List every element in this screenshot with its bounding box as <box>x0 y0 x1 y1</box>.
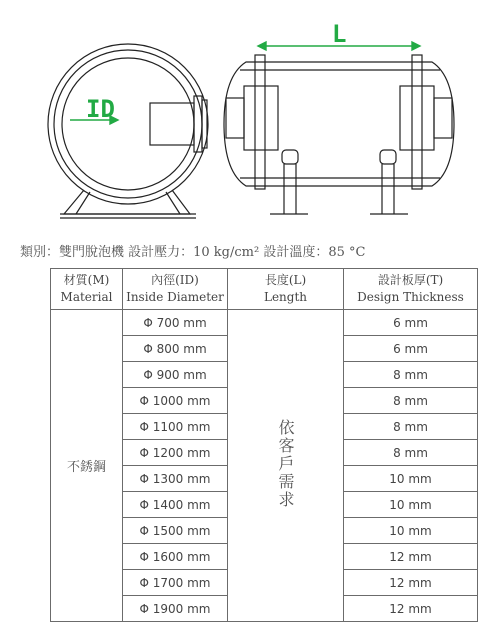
diameter-cell: Φ 1900 mm <box>123 596 228 622</box>
thickness-cell: 8 mm <box>344 414 478 440</box>
thickness-cell: 12 mm <box>344 596 478 622</box>
end-view-drawing <box>48 44 208 218</box>
thickness-cell: 8 mm <box>344 362 478 388</box>
length-cell <box>228 310 344 622</box>
length-label: L <box>332 20 347 48</box>
diameter-cell: Φ 1000 mm <box>123 388 228 414</box>
spec-table <box>50 268 478 622</box>
spec-line: 類別：雙門脫泡機 設計壓力：10 kg/cm² 設計溫度：85 °C <box>20 245 366 260</box>
thickness-cell: 10 mm <box>344 466 478 492</box>
vessel-drawing <box>0 0 478 232</box>
thickness-cell: 12 mm <box>344 544 478 570</box>
side-view-drawing <box>224 55 454 214</box>
thickness-cell: 10 mm <box>344 518 478 544</box>
diameter-cell: Φ 1700 mm <box>123 570 228 596</box>
header-length: 長度(L) Length <box>228 269 344 310</box>
table-row <box>51 310 478 336</box>
diameter-cell: Φ 700 mm <box>123 310 228 336</box>
diameter-cell: Φ 1200 mm <box>123 440 228 466</box>
diameter-cell: Φ 1600 mm <box>123 544 228 570</box>
thickness-cell: 8 mm <box>344 388 478 414</box>
header-material: 材質(M) Material <box>51 269 123 310</box>
thickness-cell: 8 mm <box>344 440 478 466</box>
diameter-cell: Φ 900 mm <box>123 362 228 388</box>
thickness-cell: 6 mm <box>344 336 478 362</box>
diameter-cell: Φ 1100 mm <box>123 414 228 440</box>
length-note: 依客戶需求 <box>276 419 295 509</box>
diameter-cell: Φ 1500 mm <box>123 518 228 544</box>
thickness-cell: 12 mm <box>344 570 478 596</box>
material-cell: 不銹鋼 <box>51 310 123 622</box>
id-label: ID <box>86 95 115 123</box>
diameter-cell: Φ 1300 mm <box>123 466 228 492</box>
table-header-row <box>51 269 478 310</box>
header-design-thickness: 設計板厚(T) Design Thickness <box>344 269 478 310</box>
diameter-cell: Φ 800 mm <box>123 336 228 362</box>
header-inside-diameter: 內徑(ID) Inside Diameter <box>123 269 228 310</box>
thickness-cell: 6 mm <box>344 310 478 336</box>
thickness-cell: 10 mm <box>344 492 478 518</box>
diameter-cell: Φ 1400 mm <box>123 492 228 518</box>
